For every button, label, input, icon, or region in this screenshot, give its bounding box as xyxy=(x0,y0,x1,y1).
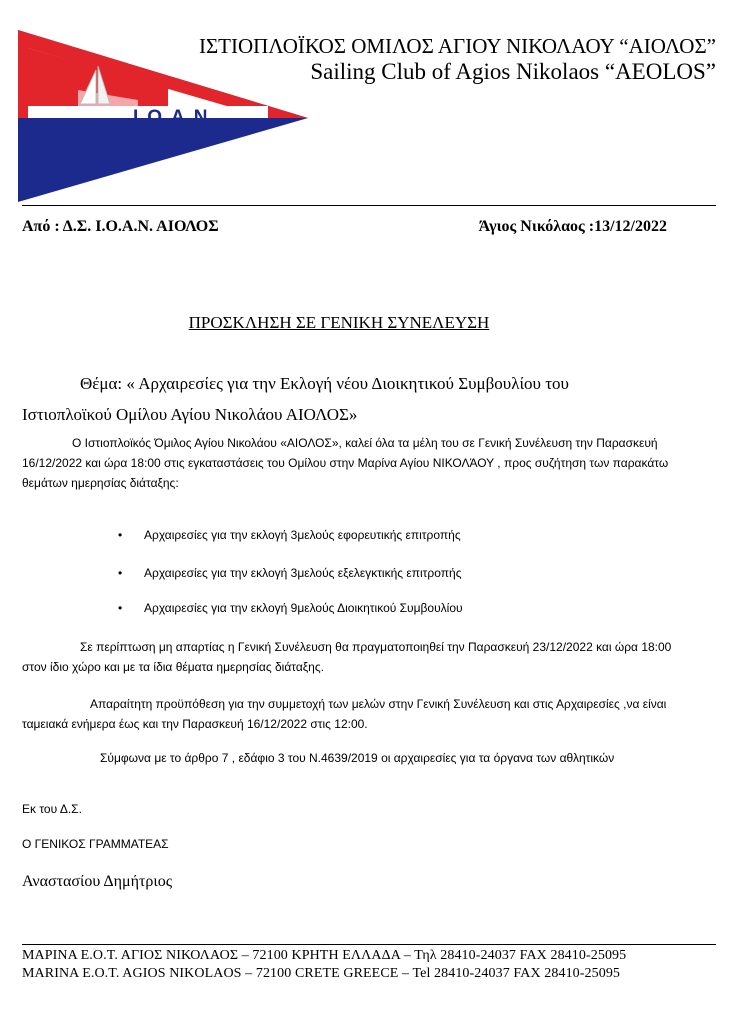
sender: Από : Δ.Σ. Ι.Ο.Α.Ν. ΑΙΟΛΟΣ xyxy=(22,218,219,235)
club-name-english: Sailing Club of Agios Nikolaos “AEOLOS” xyxy=(310,59,716,84)
signature-on-behalf: Εκ του Δ.Σ. xyxy=(22,802,82,816)
document-date: Άγιος Νικόλαος :13/12/2022 xyxy=(478,218,667,235)
membership-paragraph: Απαραίτητη προϋπόθεση για την συμμετοχή των μελών στην Γενική Συνέλευση και στις Αρχαιρεσίες ,να είναι ταμειακά ενήμερα έως και την Παρασκευή 16/12/2022 στις 12:00. xyxy=(22,697,667,731)
quorum-paragraph: Σε περίπτωση μη απαρτίας η Γενική Συνέλευση θα πραγματοποιηθεί την Παρασκευή 23/12/2022 και ώρα 18:00 στον ίδιο χώρο και με τα ίδια θέματα ημερησίας διάταξης. xyxy=(22,640,672,674)
club-name-greek: ΙΣΤΙΟΠΛΟΪΚΟΣ ΟΜΙΛΟΣ ΑΓΙΟΥ ΝΙΚΟΛΑΟΥ “ΑΙΟΛΟΣ” xyxy=(198,34,716,58)
signature-title: Ο ΓΕΝΙΚΟΣ ΓΡΑΜΜΑΤΕΑΣ xyxy=(22,837,169,851)
subject-line-2: Ιστιοπλοϊκού Ομίλου Αγίου Νικολάου ΑΙΟΛΟΣ» xyxy=(22,405,358,424)
agenda-item: • Αρχαιρεσίες για την εκλογή 3μελούς εφορευτικής επιτροπής xyxy=(118,528,461,542)
footer-divider xyxy=(22,944,716,945)
agenda-item: • Αρχαιρεσίες για την εκλογή 3μελούς εξελεγκτικής επιτροπής xyxy=(118,566,462,580)
logo-text: IOAN xyxy=(133,107,217,128)
footer-address-english: MARINA E.O.T. AGIOS NIKOLAOS – 72100 CRETE GREECE – Tel 28410-24037 FAX 28410-25095 xyxy=(22,966,621,981)
law-reference-paragraph: Σύμφωνα με το άρθρο 7 , εδάφιο 3 του Ν.4639/2019 οι αρχαιρεσίες για τα όργανα των αθλητικών xyxy=(100,751,615,765)
footer-address-greek: ΜΑΡΙΝΑ Ε.Ο.Τ. ΑΓΙΟΣ ΝΙΚΟΛΑΟΣ – 72100 ΚΡΗΤΗ ΕΛΛΑΔΑ – Τηλ 28410-24037 FAX 28410-25095 xyxy=(22,948,627,963)
invitation-paragraph: Ο Ιστιοπλοϊκός Όμιλος Αγίου Νικολάου «ΑΙΟΛΟΣ», καλεί όλα τα μέλη του σε Γενική Συνέλευση την Παρασκευή 16/12/2022 και ώρα 18:00 στις εγκαταστάσεις του Ομίλου στην Μαρίνα Αγίου ΝΙΚΟΛΆΟΥ , προς συζήτηση των παρακάτω θεμάτων ημερησίας διάταξης: xyxy=(22,436,669,490)
signatory-name: Αναστασίου Δημήτριος xyxy=(22,873,173,890)
document-heading: ΠΡΟΣΚΛΗΣΗ ΣΕ ΓΕΝΙΚΗ ΣΥΝΕΛΕΥΣΗ xyxy=(188,313,490,332)
agenda-item: • Αρχαιρεσίες για την εκλογή 9μελούς Διοικητικού Συμβουλίου xyxy=(118,601,463,615)
header-divider xyxy=(22,205,716,206)
subject-line-1: Θέμα: « Αρχαιρεσίες για την Εκλογή νέου Διοικητικού Συμβουλίου του xyxy=(80,374,569,393)
